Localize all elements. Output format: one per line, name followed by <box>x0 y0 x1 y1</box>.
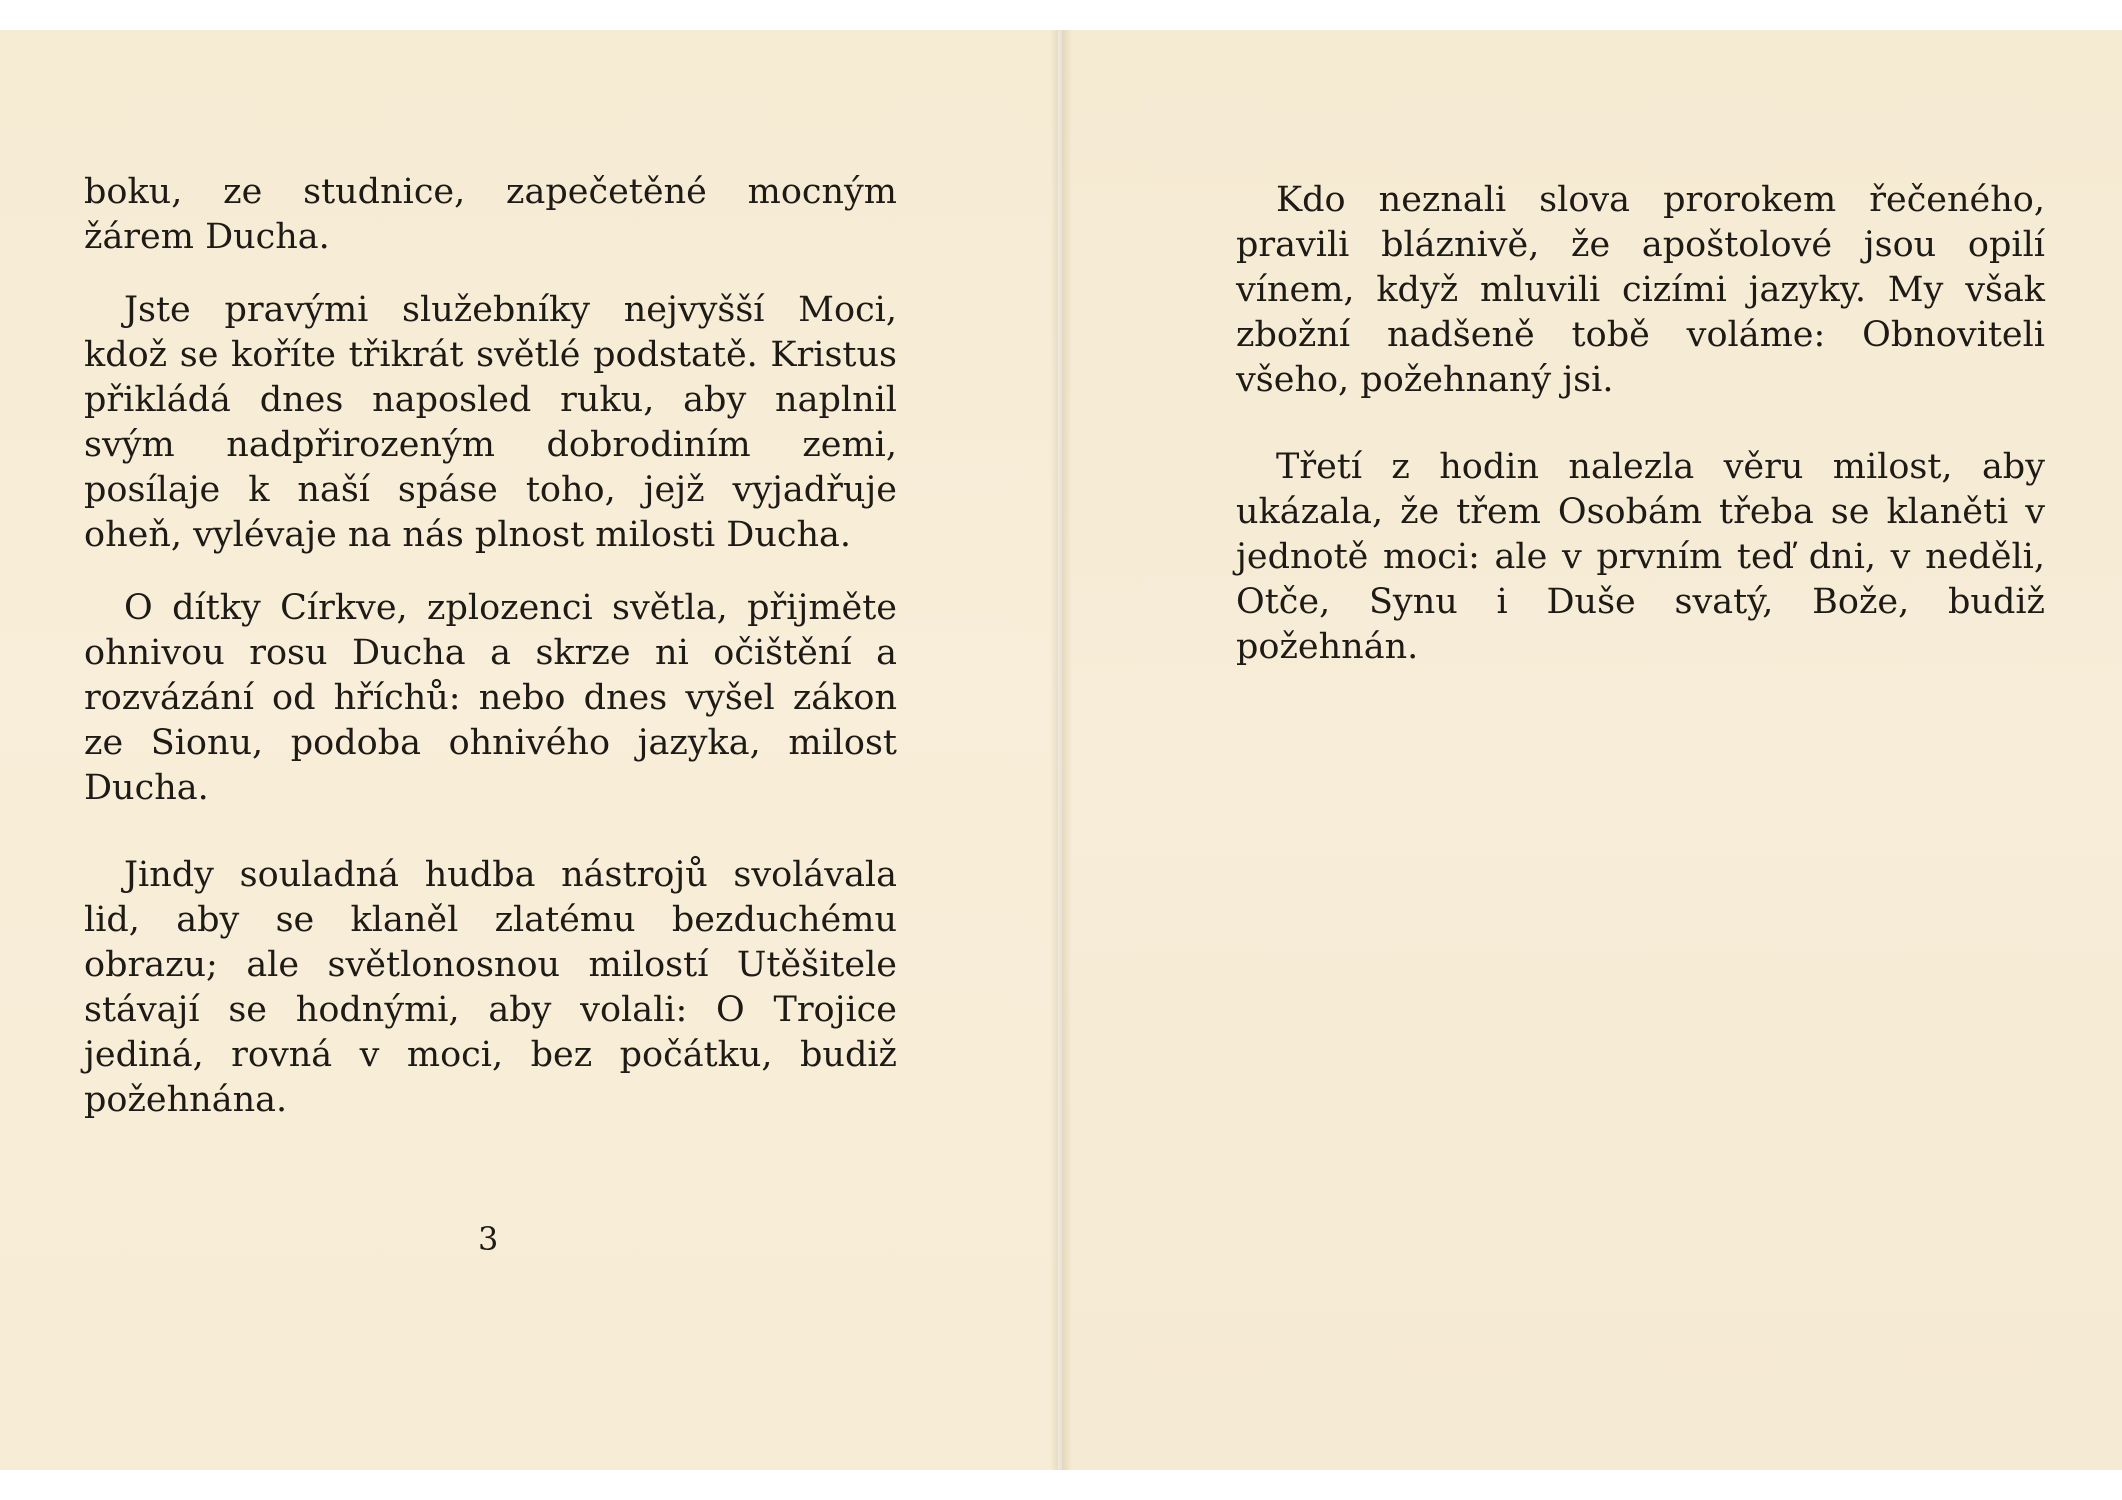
left-page-text <box>84 170 897 1151</box>
book-gutter <box>1050 30 1072 1470</box>
page-number: 3 <box>478 1220 499 1258</box>
left-paragraph-2: Jste pravými služebníky nejvyšší Moci, kdož se koříte třikrát světlé podstatě. Kristus přikládá dnes naposled ruku, aby naplnil svým nadpřirozeným dobrodiním zemi, posílaje k naší spáse toho, jejž vyjadřuje oheň, vylévaje na nás plnost milosti Ducha. <box>84 290 897 555</box>
left-page <box>0 30 1058 1470</box>
left-paragraph-3: O dítky Církve, zplozenci světla, přijměte ohnivou rosu Ducha a skrze ni očištění a rozvázání od hříchů: nebo dnes vyšel zákon ze Sionu, podoba ohnivého jazyka, milost Ducha. <box>84 588 897 808</box>
left-paragraph-4: Jindy souladná hudba nástrojů svolávala lid, aby se klaněl zlatému bezduchému obrazu; ale světlonosnou milostí Utěšitele stávají se hodnými, aby volali: O Trojice jediná, rovná v moci, bez počátku, budiž požehnána. <box>84 855 897 1120</box>
right-page-text <box>1236 178 2045 698</box>
right-page <box>1062 30 2122 1470</box>
left-paragraph-1: boku, ze studnice, zapečetěné mocným žárem Ducha. <box>84 172 897 257</box>
right-paragraph-2: Třetí z hodin nalezla věru milost, aby ukázala, že třem Osobám třeba se klaněti v jednotě moci: ale v prvním teď dni, v neděli, Otče, Synu i Duše svatý, Bože, budiž požehnán. <box>1236 447 2045 667</box>
right-paragraph-1: Kdo neznali slova prorokem řečeného, pravili bláznivě, že apoštolové jsou opilí vínem, když mluvili cizími jazyky. My však zbožní nadšeně tobě voláme: Obnoviteli všeho, požehnaný jsi. <box>1236 180 2045 400</box>
